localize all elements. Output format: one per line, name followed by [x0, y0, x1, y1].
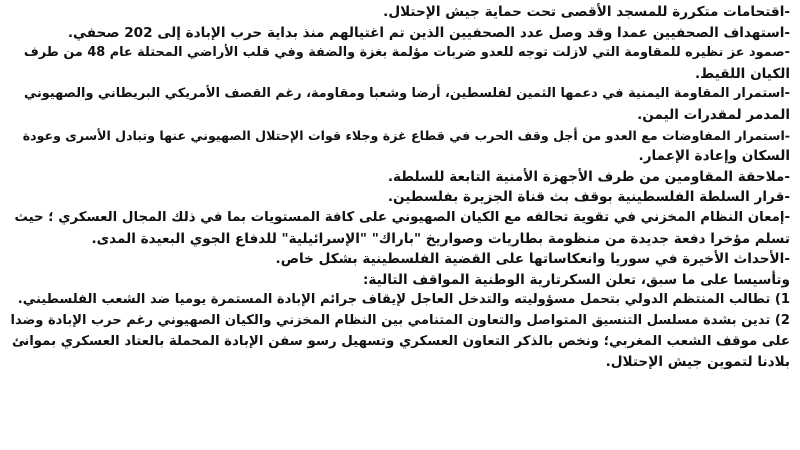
line-yemen-support: -استمرار المقاومة اليمنية في دعمها الثمين لفلسطين، أرضا وشعبا ومقاومة، رغم القصف الأمريكي البريطاني والصهيوني [23, 86, 790, 102]
line-negotiations-cont: السكان وإعادة الإعمار. [638, 148, 790, 165]
line-position-2: 2) تدين بشدة مسلسل التنسيق المتواصل والتعاون المتنامي بين النظام المخزني والكيان الصهيوني رغم حرب الإبادة وضدا [10, 312, 790, 328]
line-positions-intro: وتأسيسا على ما سبق، تعلن السكرتارية الوطنية المواقف التالية: [362, 271, 790, 288]
line-makhzen-alliance-cont: تسلم مؤخرا دفعة جديدة من منظومة بطاريات وصواريخ "باراك" "الإسرائيلية" للدفاع الجوي البعيدة المدى. [91, 230, 790, 247]
line-position-2-end: بلادنا لتموين جيش الإحتلال. [605, 354, 790, 371]
line-resistance-steadfastness-cont: الكيان اللقيط. [694, 65, 790, 82]
line-journalists-targeted: -استهداف الصحفيين عمدا وقد وصل عدد الصحفيين الذين تم اغتيالهم منذ بداية حرب الإبادة إلى 202 صحفي. [67, 24, 790, 41]
line-alaqsa-incursions: -اقتحامات متكررة للمسجد الأقصى تحت حماية جيش الإحتلال. [383, 4, 790, 20]
line-position-2-cont: على موقف الشعب المغربي؛ ونخص بالذكر التعاون العسكري وتسهيل رسو سفن الإبادة المحملة بالعتاد العسكري بموانئ [11, 333, 790, 349]
line-resistance-steadfastness: -صمود عز نظيره للمقاومة التي لازلت توجه للعدو ضربات مؤلمة بغزة والضفة وفي قلب الأراضي المحتلة عام 48 من طرف [23, 45, 790, 61]
line-negotiations: -استمرار المفاوضات مع العدو من أجل وقف الحرب في قطاع غزة وجلاء قوات الإحتلال الصهيوني عنها وتبادل الأسرى وعودة [22, 127, 790, 143]
line-makhzen-alliance: -إمعان النظام المخزني في تقوية تحالفه مع الكيان الصهيوني على كافة المستويات بما في ذلك المجال العسكري ؛ حيث [14, 209, 790, 225]
line-pursuit-of-resistance: -ملاحقة المقاومين من طرف الأجهزة الأمنية التابعة للسلطة. [387, 168, 790, 185]
line-aljazeera-ban: -قرار السلطة الفلسطينية بوقف بث قناة الجزيرة بفلسطين. [387, 189, 790, 206]
line-position-1: 1) تطالب المنتظم الدولي بتحمل مسؤوليته والتدخل العاجل لإيقاف جرائم الإبادة المستمرة يوميا ضد الشعب الفلسطيني. [17, 292, 790, 308]
line-syria-events: -الأحداث الأخيرة في سوريا وانعكاساتها على القضية الفلسطينية بشكل خاص. [275, 251, 790, 268]
line-yemen-support-cont: المدمر لمقدرات اليمن. [637, 106, 790, 123]
